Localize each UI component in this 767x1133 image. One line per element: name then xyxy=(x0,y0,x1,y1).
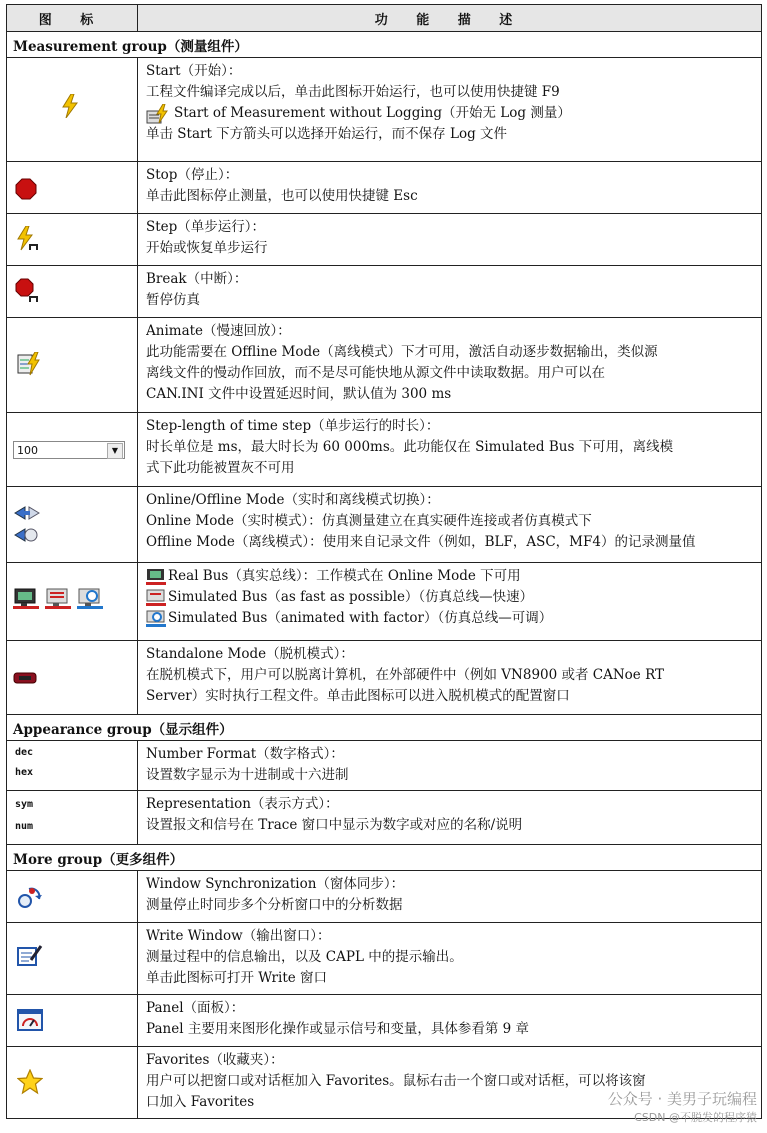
watermark-csdn: CSDN @不脱发的程序猿 xyxy=(634,1111,757,1124)
step-icon-cell xyxy=(7,214,138,266)
write-window-icon[interactable] xyxy=(17,945,43,967)
start-description: Start（开始）： 工程文件编译完成以后，单击此图标开始运行，也可以使用快捷键 F9 Start of Measurement without Logging（开始无 Log 测量） 单击 Start 下方箭头可以选择开始运行，而不保存 Log 文件 xyxy=(138,58,762,162)
standalone-description: Standalone Mode（脱机模式）： 在脱机模式下，用户可以脱离计算机，在外部硬件中（例如 VN8900 或者 CANoe RT Server）实时执行工程文件。单击此图标可以进入脱机模式的配置窗口 xyxy=(138,641,762,715)
stop-description: Stop（停止）： 单击此图标停止测量，也可以使用快捷键 Esc xyxy=(138,162,762,214)
lightning-icon[interactable] xyxy=(61,94,79,118)
sym-icon[interactable]: sym xyxy=(15,799,34,810)
animate-description: Animate（慢速回放）： 此功能需要在 Offline Mode（离线模式）下才可用，激活自动逐步数据输出，类似源 离线文件的慢动作回放，而不是尽可能快地从源文件中读取数据。用户可以在 CAN.INI 文件中设置延迟时间，默认值为 300 ms xyxy=(138,318,762,413)
num-icon[interactable]: num xyxy=(15,821,34,832)
real-bus-icon[interactable] xyxy=(146,568,166,586)
more-group-heading: More group（更多组件） xyxy=(7,845,762,871)
step-length-icon-cell xyxy=(7,413,138,487)
panel-icon[interactable] xyxy=(17,1009,43,1033)
break-icon[interactable] xyxy=(15,278,41,304)
watermark xyxy=(608,1088,757,1125)
measurement-group-heading: Measurement group（测量组件） xyxy=(7,32,762,58)
step-length-dropdown[interactable]: 100 ▼ xyxy=(13,441,125,459)
header-icon-column: 图 标 xyxy=(7,5,138,32)
animate-icon-cell xyxy=(7,318,138,413)
number-format-description: Number Format（数字格式）： 设置数字显示为十进制或十六进制 xyxy=(138,741,762,791)
animate-icon[interactable] xyxy=(17,352,41,376)
write-window-icon-cell xyxy=(7,923,138,995)
bus-mode-icon-cell xyxy=(7,563,138,641)
standalone-icon-cell xyxy=(7,641,138,715)
write-window-description: Write Window（输出窗口）： 测量过程中的信息输出，以及 CAPL 中的提示输出。 单击此图标可打开 Write 窗口 xyxy=(138,923,762,995)
animated-bus-icon[interactable] xyxy=(146,610,166,628)
simulated-bus-icon xyxy=(45,589,71,609)
real-bus-icon xyxy=(13,589,39,609)
online-offline-description: Online/Offline Mode（实时和离线模式切换）： Online Mode（实时模式）：仿真测量建立在真实硬件连接或者仿真模式下 Offline Mode（离线模式）：使用来自记录文件（例如，BLF，ASC，MF4）的记录测量值 xyxy=(138,487,762,563)
stop-icon-cell xyxy=(7,162,138,214)
header-description-column: 功 能 描 述 xyxy=(138,5,762,32)
dec-icon[interactable]: dec xyxy=(15,747,34,758)
window-sync-description: Window Synchronization（窗体同步）： 测量停止时同步多个分析窗口中的分析数据 xyxy=(138,871,762,923)
start-icon-cell xyxy=(7,58,138,162)
window-sync-icon[interactable] xyxy=(17,885,43,909)
bus-mode-description: Real Bus（真实总线）：工作模式在 Online Mode 下可用 Simulated Bus（as fast as possible）（仿真总线—快速） Simulated Bus（animated with factor）（仿真总线—可调） xyxy=(138,563,762,641)
online-offline-icon-cell xyxy=(7,487,138,563)
watermark-wechat: 公众号 · 美男子玩编程 xyxy=(607,1090,757,1108)
bus-mode-icons xyxy=(13,587,105,615)
online-offline-icon[interactable] xyxy=(13,503,41,547)
panel-icon-cell xyxy=(7,995,138,1047)
favorites-description: Favorites（收藏夹）： 用户可以把窗口或对话框加入 Favorites。鼠标右击一个窗口或对话框，可以将该窗 口加入 Favorites xyxy=(138,1047,762,1119)
feature-table xyxy=(6,4,762,1119)
appearance-group-heading: Appearance group（显示组件） xyxy=(7,715,762,741)
feature-table-page xyxy=(6,4,761,1119)
step-length-description: Step-length of time step（单步运行的时长）： 时长单位是 ms，最大时长为 60 000ms。此功能仅在 Simulated Bus 下可用，离线模 式下此功能被置灰不可用 xyxy=(138,413,762,487)
break-description: Break（中断）： 暂停仿真 xyxy=(138,266,762,318)
panel-description: Panel（面板）： Panel 主要用来图形化操作或显示信号和变量，具体参看第 9 章 xyxy=(138,995,762,1047)
window-sync-icon-cell xyxy=(7,871,138,923)
start-without-logging-icon[interactable] xyxy=(146,104,172,124)
break-icon-cell xyxy=(7,266,138,318)
number-format-icon-cell xyxy=(7,741,138,791)
representation-description: Representation（表示方式）： 设置报文和信号在 Trace 窗口中显示为数字或对应的名称/说明 xyxy=(138,791,762,845)
hex-icon[interactable]: hex xyxy=(15,767,34,778)
representation-icon-cell xyxy=(7,791,138,845)
simulated-bus-icon[interactable] xyxy=(146,589,166,607)
stop-icon[interactable] xyxy=(15,178,37,200)
standalone-icon[interactable] xyxy=(13,671,37,685)
step-description: Step（单步运行）： 开始或恢复单步运行 xyxy=(138,214,762,266)
favorites-icon-cell xyxy=(7,1047,138,1119)
animated-bus-icon xyxy=(77,589,103,609)
chevron-down-icon[interactable]: ▼ xyxy=(107,443,123,459)
favorites-star-icon[interactable] xyxy=(17,1069,43,1095)
step-icon[interactable] xyxy=(15,226,41,252)
